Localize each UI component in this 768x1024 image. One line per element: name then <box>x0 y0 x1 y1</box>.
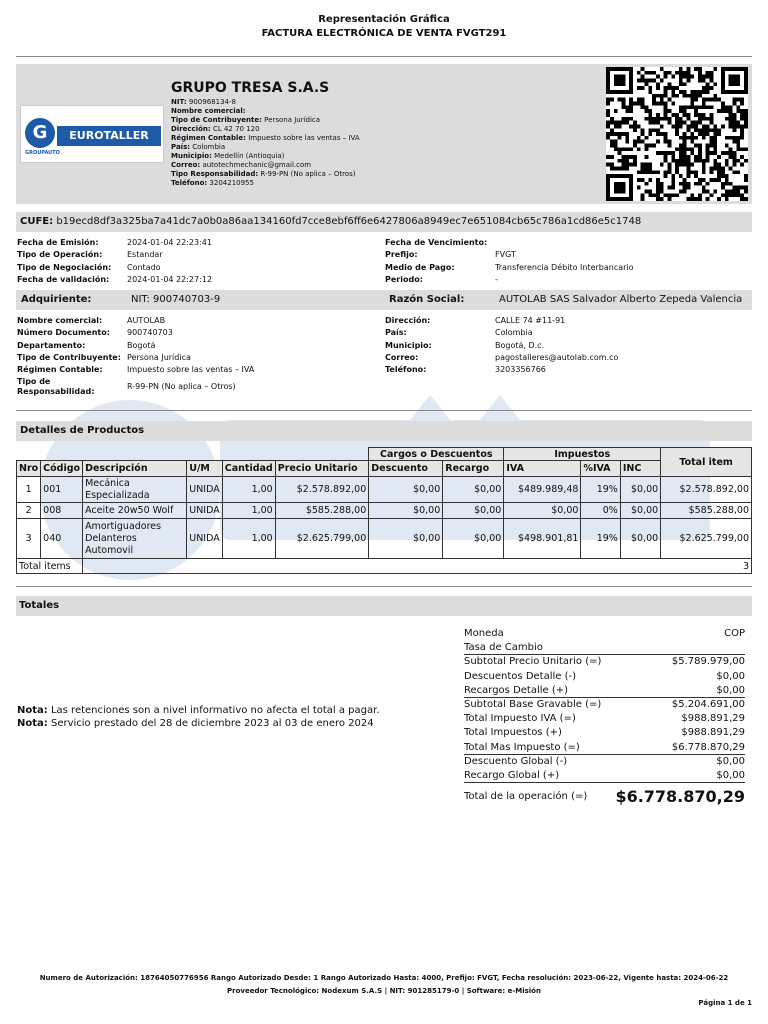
divider <box>16 56 752 57</box>
totals-row <box>464 726 745 740</box>
cell-um: UNIDA <box>187 477 223 503</box>
cell-piva: 19% <box>581 519 620 559</box>
totals-label: Total Mas Impuesto (=) <box>464 741 580 753</box>
info-label: Tipo de Contribuyente: <box>17 352 121 362</box>
totals-value: $988.891,29 <box>681 713 745 725</box>
doc-subtitle: Representación Gráfica <box>318 14 450 25</box>
totals-title: Totales <box>19 600 60 611</box>
page-number: Página 1 de 1 <box>698 999 752 1007</box>
totals-label: Subtotal Base Gravable (=) <box>464 698 602 710</box>
info-label: Medio de Pago: <box>385 262 455 272</box>
col-cantidad: Cantidad <box>222 461 275 477</box>
issuer-field-label: País: <box>171 143 191 151</box>
cell-iva: $0,00 <box>504 503 581 519</box>
issuer-field-label: Nombre comercial: <box>171 107 246 115</box>
invoice-info-right <box>385 237 634 286</box>
col-codigo: Código <box>41 461 83 477</box>
issuer-field <box>171 152 360 161</box>
info-row <box>17 340 254 352</box>
resp-value: R-99-PN (No aplica – Otros) <box>127 382 236 391</box>
info-value: Bogotá <box>127 340 156 350</box>
info-label: Municipio: <box>385 340 432 350</box>
issuer-name: GRUPO TRESA S.A.S <box>171 80 330 96</box>
cell-nro: 1 <box>17 477 41 503</box>
totals-bar <box>16 596 752 616</box>
info-row <box>385 249 634 261</box>
cell-um: UNIDA <box>187 519 223 559</box>
info-row <box>17 262 212 274</box>
totals-label: Total Impuesto IVA (=) <box>464 713 576 725</box>
divider <box>16 410 752 411</box>
info-row <box>17 352 254 364</box>
cell-descuento: $0,00 <box>369 519 443 559</box>
totals-label: Subtotal Precio Unitario (=) <box>464 656 602 668</box>
cell-iva: $498.901,81 <box>504 519 581 559</box>
buyer-info-left <box>17 315 254 376</box>
totals-value: $0,00 <box>716 670 745 682</box>
buyer-label: Adquiriente: <box>21 294 92 305</box>
cell-precio: $2.578.892,00 <box>275 477 369 503</box>
issuer-field <box>171 170 360 179</box>
issuer-field-value: Colombia <box>192 143 226 151</box>
col-um: U/M <box>187 461 223 477</box>
note-label: Nota: <box>17 705 48 716</box>
info-value: Estandar <box>127 250 163 260</box>
cell-cant: 1,00 <box>222 503 275 519</box>
issuer-field <box>171 161 360 170</box>
cell-codigo: 040 <box>41 519 83 559</box>
products-bar <box>16 421 752 441</box>
total-items-label: Total items <box>17 559 83 574</box>
razon-social-label: Razón Social: <box>389 294 465 305</box>
totals-label: Moneda <box>464 628 504 639</box>
totals-row <box>464 712 745 726</box>
footer-authorization: Numero de Autorización: 18764050776956 Rango Autorizado Desde: 1 Rango Autorizado Hasta: 4000, Prefijo: FVGT, Fecha resolución: 2023-06-22, Vigente hasta: 2024-06-22 <box>39 974 729 982</box>
cell-precio: $2.625.799,00 <box>275 519 369 559</box>
info-label: Periodo: <box>385 274 423 284</box>
cell-nro: 3 <box>17 519 41 559</box>
info-row <box>17 249 212 261</box>
doc-title: FACTURA ELECTRÓNICA DE VENTA FVGT291 <box>261 28 507 39</box>
cell-inc: $0,00 <box>620 519 660 559</box>
info-row <box>385 237 634 249</box>
info-label: Tipo de Negociación: <box>17 262 112 272</box>
note-label: Nota: <box>17 718 48 729</box>
issuer-field-label: Tipo de Contribuyente: <box>171 116 262 124</box>
issuer-field <box>171 179 360 188</box>
totals-label: Total Impuestos (+) <box>464 727 562 739</box>
col-precio: Precio Unitario <box>275 461 369 477</box>
totals-value: COP <box>724 628 745 639</box>
issuer-field-value: R-99-PN (No aplica – Otros) <box>260 170 356 178</box>
resp-label-1: Tipo de <box>17 377 51 386</box>
cell-recargo: $0,00 <box>443 503 504 519</box>
totals-row <box>464 741 745 755</box>
col-iva: IVA <box>504 461 581 477</box>
cell-inc: $0,00 <box>620 503 660 519</box>
totals-panel <box>464 627 745 808</box>
totals-row <box>464 698 745 712</box>
info-row <box>385 340 618 352</box>
totals-label: Tasa de Cambio <box>464 642 543 654</box>
cell-descuento: $0,00 <box>369 503 443 519</box>
info-label: Nombre comercial: <box>17 316 103 325</box>
cell-codigo: 001 <box>41 477 83 503</box>
cell-desc: Mecánica Especializada <box>83 477 187 503</box>
grand-total-row <box>464 786 745 808</box>
qr-code-icon <box>606 67 748 201</box>
table-row <box>17 477 752 503</box>
cufe-bar <box>16 212 752 232</box>
issuer-field <box>171 143 360 152</box>
info-row <box>385 262 634 274</box>
issuer-field-label: Dirección: <box>171 125 211 133</box>
info-value: 2024-01-04 22:27:12 <box>127 274 212 284</box>
logo-g-icon: G <box>25 118 55 148</box>
totals-label: Recargo Global (+) <box>464 769 560 781</box>
footer-provider: Proveedor Tecnológico: Nodexum S.A.S | NIT: 901285179-0 | Software: e-Misión <box>227 987 541 995</box>
info-value: 2024-01-04 22:23:41 <box>127 238 212 247</box>
issuer-field-value: Impuesto sobre las ventas – IVA <box>248 134 360 142</box>
totals-row <box>464 684 745 698</box>
totals-row <box>464 627 745 641</box>
razon-social-value: AUTOLAB SAS Salvador Alberto Zepeda Valencia <box>499 294 743 305</box>
info-value: Bogotá, D.c. <box>495 340 545 350</box>
col-descripcion: Descripción <box>83 461 187 477</box>
group-cargos: Cargos o Descuentos <box>369 448 504 461</box>
info-label: Correo: <box>385 352 419 362</box>
issuer-field <box>171 107 360 116</box>
info-value: Impuesto sobre las ventas – IVA <box>127 365 255 375</box>
total-items-row <box>17 559 752 574</box>
group-impuestos: Impuestos <box>504 448 661 461</box>
products-title: Detalles de Productos <box>20 425 145 436</box>
info-row <box>385 274 634 286</box>
info-label: Teléfono: <box>385 365 427 375</box>
logo-brand: EUROTALLER <box>57 126 161 146</box>
issuer-field-value: 3204210955 <box>209 179 254 187</box>
issuer-field <box>171 125 360 134</box>
totals-row <box>464 655 745 669</box>
totals-row <box>464 670 745 684</box>
info-label: Dirección: <box>385 316 431 325</box>
logo-sub: GROUPAUTO <box>25 150 60 156</box>
cell-descuento: $0,00 <box>369 477 443 503</box>
info-row <box>17 364 254 376</box>
cell-total: $2.625.799,00 <box>661 519 752 559</box>
cell-desc: Amortiguadores Delanteros Automovil <box>83 519 187 559</box>
cell-total: $585.288,00 <box>661 503 752 519</box>
cell-nro: 2 <box>17 503 41 519</box>
cell-codigo: 008 <box>41 503 83 519</box>
totals-row <box>464 641 745 655</box>
issuer-field-label: Teléfono: <box>171 179 208 187</box>
info-value: CALLE 74 #11-91 <box>495 316 566 325</box>
cell-piva: 19% <box>581 477 620 503</box>
info-value: Colombia <box>495 328 533 338</box>
info-row <box>17 237 212 249</box>
company-logo <box>20 105 164 163</box>
table-row <box>17 519 752 559</box>
issuer-field-label: Correo: <box>171 161 201 169</box>
totals-label: Recargos Detalle (+) <box>464 684 569 696</box>
issuer-field-value: Persona Jurídica <box>264 116 321 124</box>
info-row <box>17 315 254 327</box>
totals-label: Descuento Global (-) <box>464 755 568 767</box>
info-value: 900740703 <box>127 328 173 338</box>
info-row <box>385 327 618 339</box>
issuer-field-label: Régimen Contable: <box>171 134 246 142</box>
info-row <box>385 352 618 364</box>
buyer-nit: NIT: 900740703-9 <box>131 294 221 305</box>
cell-recargo: $0,00 <box>443 477 504 503</box>
cell-precio: $585.288,00 <box>275 503 369 519</box>
grand-total-value: $6.778.870,29 <box>615 787 745 807</box>
cell-desc: Aceite 20w50 Wolf <box>83 503 187 519</box>
cell-total: $2.578.892,00 <box>661 477 752 503</box>
cell-iva: $489.989,48 <box>504 477 581 503</box>
notes <box>17 704 380 730</box>
note-text: Las retenciones son a nivel informativo no afecta el total a pagar. <box>50 705 380 716</box>
info-row <box>17 274 212 286</box>
total-items-value: 3 <box>83 559 752 574</box>
info-label: Fecha de Emisión: <box>17 238 99 247</box>
info-value: AUTOLAB <box>127 316 166 325</box>
issuer-field <box>171 98 360 107</box>
info-row <box>17 327 254 339</box>
grand-total-label: Total de la operación (=) <box>464 791 588 803</box>
cufe-value: b19ecd8df3a325ba7a41dc7a0b0a86aa134160fd7cce8ebf6ff6e6427806a8949ec7e651084cb65c786a1cd86e5c1748 <box>56 216 642 227</box>
invoice-info-left <box>17 237 212 286</box>
issuer-field-label: Municipio: <box>171 152 212 160</box>
issuer-field-value: autotechmechanic@gmail.com <box>202 161 312 169</box>
col-recargo: Recargo <box>443 461 504 477</box>
buyer-bar <box>16 290 752 310</box>
totals-value: $988.891,29 <box>681 727 745 739</box>
col-inc: INC <box>620 461 660 477</box>
info-value: Contado <box>127 262 161 272</box>
note-line <box>17 704 380 717</box>
cell-cant: 1,00 <box>222 477 275 503</box>
info-value: Persona Jurídica <box>127 352 191 362</box>
info-label: Fecha de validación: <box>17 274 110 284</box>
info-row <box>385 364 618 376</box>
resp-label-2: Responsabilidad: <box>17 387 95 396</box>
cufe-label: CUFE: <box>20 216 54 227</box>
totals-value: $0,00 <box>716 684 745 696</box>
issuer-field <box>171 116 360 125</box>
issuer-field-value: CL 42 70 120 <box>212 125 260 133</box>
totals-value: $0,00 <box>716 769 745 781</box>
info-row <box>385 315 618 327</box>
totals-value: $0,00 <box>716 755 745 767</box>
col-piva: %IVA <box>581 461 620 477</box>
issuer-field <box>171 134 360 143</box>
col-nro: Nro <box>17 461 41 477</box>
issuer-field-value: 900968134-8 <box>188 98 236 106</box>
totals-row <box>464 769 745 783</box>
col-total-item: Total item <box>661 448 752 477</box>
totals-row <box>464 755 745 769</box>
info-label: Tipo de Operación: <box>17 250 103 260</box>
issuer-field-label: Tipo Responsabilidad: <box>171 170 259 178</box>
info-label: Régimen Contable: <box>17 365 103 375</box>
totals-value: $5.789.979,00 <box>671 656 745 668</box>
cell-um: UNIDA <box>187 503 223 519</box>
info-label: Departamento: <box>17 340 86 350</box>
note-line <box>17 717 380 730</box>
divider <box>16 586 752 587</box>
info-label: Prefijo: <box>385 250 418 260</box>
note-text: Servicio prestado del 28 de diciembre 2023 al 03 de enero 2024 <box>50 718 374 729</box>
buyer-responsabilidad <box>17 377 236 397</box>
cell-inc: $0,00 <box>620 477 660 503</box>
table-row <box>17 503 752 519</box>
info-value: FVGT <box>495 250 516 260</box>
totals-value: $6.778.870,29 <box>671 741 745 753</box>
cell-piva: 0% <box>581 503 620 519</box>
col-descuento: Descuento <box>369 461 443 477</box>
info-value: pagostalleres@autolab.com.co <box>495 352 619 362</box>
totals-label: Descuentos Detalle (-) <box>464 670 577 682</box>
info-value: Transferencia Débito Interbancario <box>495 262 634 272</box>
issuer-field-value: Medellín (Antioquia) <box>214 152 285 160</box>
totals-value: $5.204.691,00 <box>671 698 745 710</box>
buyer-info-right <box>385 315 618 376</box>
issuer-field-label: NIT: <box>171 98 187 106</box>
issuer-info <box>171 80 360 188</box>
cell-recargo: $0,00 <box>443 519 504 559</box>
info-value: 3203356766 <box>495 365 546 375</box>
info-value: - <box>495 274 498 284</box>
products-table <box>16 447 752 574</box>
info-label: País: <box>385 328 407 338</box>
info-label: Número Documento: <box>17 328 110 338</box>
info-label: Fecha de Vencimiento: <box>385 238 488 247</box>
cell-cant: 1,00 <box>222 519 275 559</box>
